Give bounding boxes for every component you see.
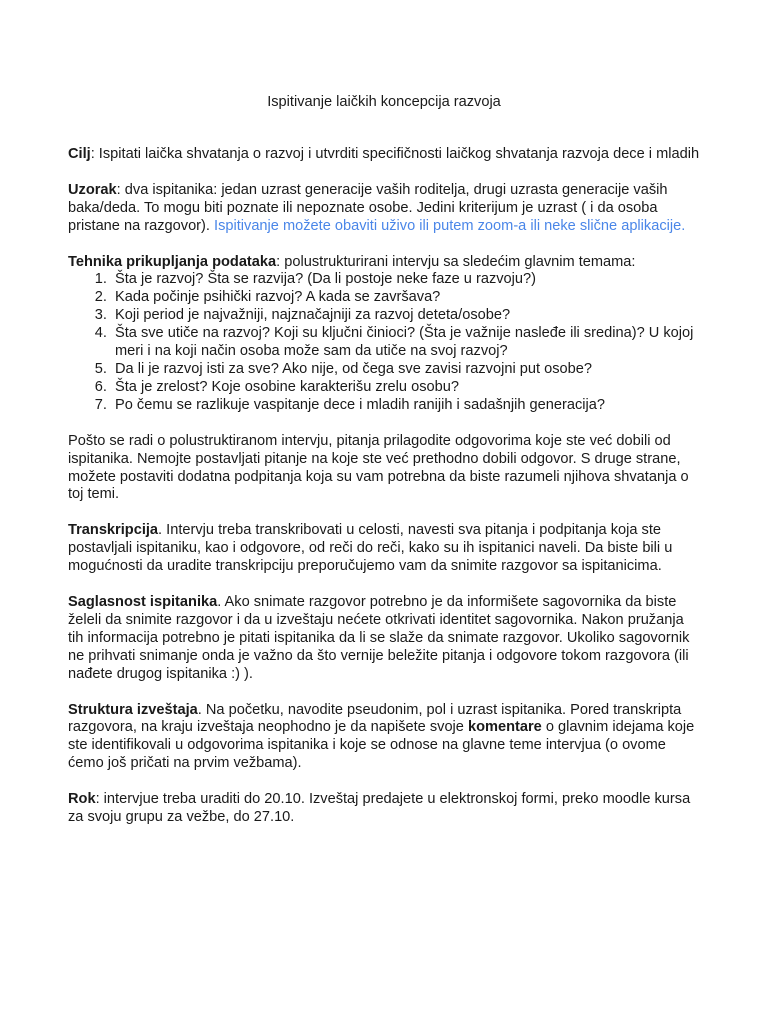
topic-item: 6. Šta je zrelost? Koje osobine karakterišu zrelu osobu? <box>111 379 700 397</box>
consent-text: . Ako snimate razgovor potrebno je da informišete sagovornika da biste želeli da snimite razgovor i da u izveštaju nećete otkrivati identitet sagovornika. Nakon pružanja tih informacija potrebno je pitati ispitanika da li se slaže da snimate razgovor. Ukoliko sagovornik ne prihvati snimanje onda je važno da što vernije beležite pitanja i odgovore tokom razgovora (ili nađete drugog ispitanika :) ). <box>68 594 690 682</box>
topic-item: 7. Po čemu se razlikuje vaspitanje dece i mladih ranijih i sadašnjih generacija? <box>111 397 700 415</box>
goal-label: Cilj <box>68 145 91 162</box>
topic-item: 1. Šta je razvoj? Šta se razvija? (Da li postoje neke faze u razvoju?) <box>111 271 700 289</box>
sample-note: Ispitivanje možete obaviti uživo ili putem zoom-a ili neke slične aplikacije. <box>214 217 686 234</box>
deadline-paragraph <box>68 791 700 827</box>
sample-label: Uzorak <box>68 181 117 198</box>
topic-item: 2. Kada počinje psihički razvoj? A kada se završava? <box>111 289 700 307</box>
report-structure-paragraph <box>68 702 700 774</box>
report-structure-text-before: . Na početku, navodite pseudonim, pol i uzrast ispitanika. Pored transkripta razgovora, na kraju izveštaja neophodno je da napišete svoje <box>68 701 682 736</box>
technique-section <box>68 254 700 415</box>
topic-item: 5. Da li je razvoj isti za sve? Ako nije, od čega sve zavisi razvojni put osobe? <box>111 361 700 379</box>
document-title: Ispitivanje laičkih koncepcija razvoja <box>267 94 501 110</box>
transcription-paragraph <box>68 522 700 576</box>
deadline-label: Rok <box>68 791 96 808</box>
technique-paragraph <box>68 254 700 272</box>
semi-structured-note: Pošto se radi o polustruktiranom intervju, pitanja prilagodite odgovorima koje ste već dobili od ispitanika. Nemojte postavljati pitanje na koje ste već prethodno dobili odgovor. S druge strane, možete postaviti dodatna podpitanja koja su vam potrebna da biste razumeli njihova shvatanja o toj temi. <box>68 432 689 503</box>
technique-label: Tehnika prikupljanja podataka <box>68 253 277 270</box>
deadline-text: : intervjue treba uraditi do 20.10. Izveštaj predajete u elektronskoj formi, preko moodle kursa za svoju grupu za vežbe, do 27.10. <box>68 791 691 826</box>
goal-text: : Ispitati laička shvatanja o razvoj i utvrditi specifičnosti laičkog shvatanja razvoja dece i mladih <box>90 145 700 162</box>
goal-paragraph <box>68 146 700 164</box>
topic-item: 4. Šta sve utiče na razvoj? Koji su ključni činioci? (Šta je važnije nasleđe ili sredina)? U kojoj meri i na koji način osoba može sam da utiče na svoj razvoj? <box>111 325 700 361</box>
sample-paragraph <box>68 182 700 236</box>
technique-text: : polustrukturirani intervju sa sledećim glavnim temama: <box>276 253 636 270</box>
sample-text: : dva ispitanika: jedan uzrast generacije vaših roditelja, drugi uzrasta generacije vaših baka/deda. To mogu biti poznate ili nepoznate osobe. Jedini kriterijum je uzrast ( i da osoba pristane na razgovor). <box>68 181 668 234</box>
consent-paragraph <box>68 594 700 684</box>
transcription-label: Transkripcija <box>68 522 159 539</box>
report-structure-label: Struktura izveštaja <box>68 701 198 718</box>
report-structure-text-after: o glavnim idejama koje ste identifikovali u odgovorima ispitanika i koje se odnose na glavne teme intervjua (o ovome ćemo još pričati na prvim vežbama). <box>68 719 695 772</box>
topic-item: 3. Koji period je najvažniji, najznačajniji za razvoj deteta/osobe? <box>111 307 700 325</box>
report-structure-emphasis: komentare <box>467 719 542 736</box>
transcription-text: . Intervju treba transkribovati u celosti, navesti sva pitanja i podpitanja koja ste postavljali ispitaniku, kao i odgovore, od reči do reči, kako su ih ispitanici naveli. Da biste bili u mogućnosti da uradite transkripciju preporučujemo vam da snimite razgovor sa ispitanicima. <box>68 522 673 575</box>
topics-list <box>68 271 700 414</box>
consent-label: Saglasnost ispitanika <box>68 594 218 611</box>
